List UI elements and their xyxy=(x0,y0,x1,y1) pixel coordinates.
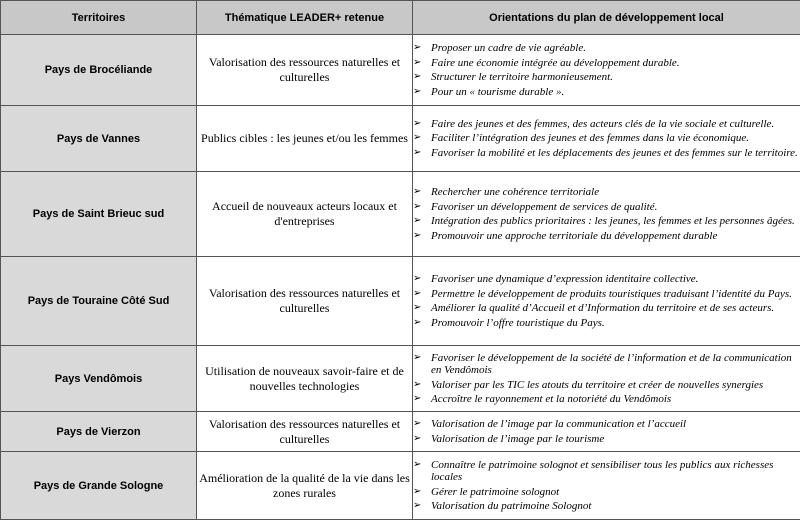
table-row xyxy=(1,452,800,520)
orientation-text: Favoriser le développement de la société de l’information et de la communication en Vendômois xyxy=(431,352,792,377)
table-row xyxy=(1,35,800,106)
orientation-text: Permettre le développement de produits touristiques traduisant l’identité du Pays. xyxy=(431,288,792,300)
orientation-item xyxy=(413,42,800,55)
orientation-item xyxy=(413,418,800,431)
arrow-bullet-icon: ➢ xyxy=(413,201,421,214)
orientation-item xyxy=(413,71,800,84)
arrow-bullet-icon: ➢ xyxy=(413,132,421,145)
table-body xyxy=(1,35,800,520)
arrow-bullet-icon: ➢ xyxy=(413,317,421,330)
arrow-bullet-icon: ➢ xyxy=(413,500,421,513)
territory-cell: Pays Vendômois xyxy=(1,346,197,412)
orientation-item xyxy=(413,215,800,228)
orientation-text: Pour un « tourisme durable ». xyxy=(431,86,564,98)
orientations-cell xyxy=(413,452,800,520)
orientation-text: Améliorer la qualité d’Accueil et d’Information du territoire et de ses acteurs. xyxy=(431,302,774,314)
orientations-cell xyxy=(413,35,800,106)
arrow-bullet-icon: ➢ xyxy=(413,273,421,286)
orientation-text: Favoriser la mobilité et les déplacements des jeunes et des femmes sur le territoire. xyxy=(431,147,798,159)
orientation-item xyxy=(413,273,800,286)
arrow-bullet-icon: ➢ xyxy=(413,186,421,199)
arrow-bullet-icon: ➢ xyxy=(413,42,421,55)
orientation-text: Rechercher une cohérence territoriale xyxy=(431,186,599,198)
header-territoires: Territoires xyxy=(1,1,197,35)
arrow-bullet-icon: ➢ xyxy=(413,57,421,70)
territory-cell: Pays de Vierzon xyxy=(1,412,197,452)
orientation-text: Valorisation de l’image par le tourisme xyxy=(431,433,604,445)
theme-cell: Amélioration de la qualité de la vie dans les zones rurales xyxy=(197,452,413,520)
orientation-text: Structurer le territoire harmonieusement. xyxy=(431,71,613,83)
orientations-cell xyxy=(413,346,800,412)
arrow-bullet-icon: ➢ xyxy=(413,86,421,99)
orientation-list xyxy=(413,186,800,242)
theme-cell: Valorisation des ressources naturelles et culturelles xyxy=(197,35,413,106)
arrow-bullet-icon: ➢ xyxy=(413,118,421,131)
territory-cell: Pays de Touraine Côté Sud xyxy=(1,257,197,346)
orientation-text: Connaître le patrimoine solognot et sensibiliser tous les publics aux richesses locales xyxy=(431,459,773,484)
table-row xyxy=(1,106,800,172)
territory-cell: Pays de Saint Brieuc sud xyxy=(1,172,197,257)
orientation-item xyxy=(413,147,800,160)
theme-cell: Valorisation des ressources naturelles et culturelles xyxy=(197,412,413,452)
orientations-cell xyxy=(413,106,800,172)
orientation-text: Gérer le patrimoine solognot xyxy=(431,486,559,498)
arrow-bullet-icon: ➢ xyxy=(413,459,421,472)
orientation-item xyxy=(413,317,800,330)
arrow-bullet-icon: ➢ xyxy=(413,393,421,406)
orientation-text: Favoriser un développement de services de qualité. xyxy=(431,201,657,213)
orientation-text: Faire une économie intégrée au développement durable. xyxy=(431,57,680,69)
arrow-bullet-icon: ➢ xyxy=(413,215,421,228)
orientation-item xyxy=(413,288,800,301)
arrow-bullet-icon: ➢ xyxy=(413,352,421,365)
arrow-bullet-icon: ➢ xyxy=(413,71,421,84)
arrow-bullet-icon: ➢ xyxy=(413,418,421,431)
theme-cell: Accueil de nouveaux acteurs locaux et d'entreprises xyxy=(197,172,413,257)
table-row xyxy=(1,412,800,452)
arrow-bullet-icon: ➢ xyxy=(413,288,421,301)
arrow-bullet-icon: ➢ xyxy=(413,302,421,315)
theme-cell: Utilisation de nouveaux savoir-faire et de nouvelles technologies xyxy=(197,346,413,412)
orientation-item xyxy=(413,393,800,406)
orientation-list xyxy=(413,273,800,329)
orientation-list xyxy=(413,459,800,513)
theme-cell: Publics cibles : les jeunes et/ou les femmes xyxy=(197,106,413,172)
header-row xyxy=(1,1,800,35)
orientation-text: Accroître le rayonnement et la notoriété du Vendômois xyxy=(431,393,671,405)
orientation-item xyxy=(413,118,800,131)
table-row xyxy=(1,346,800,412)
arrow-bullet-icon: ➢ xyxy=(413,433,421,446)
orientations-cell xyxy=(413,172,800,257)
orientation-list xyxy=(413,118,800,160)
orientation-text: Valorisation de l’image par la communication et l’accueil xyxy=(431,418,686,430)
orientation-text: Intégration des publics prioritaires : les jeunes, les femmes et les personnes âgées. xyxy=(431,215,795,227)
orientation-item xyxy=(413,201,800,214)
table-row xyxy=(1,172,800,257)
orientation-list xyxy=(413,418,800,445)
territory-cell: Pays de Vannes xyxy=(1,106,197,172)
orientation-text: Faciliter l’intégration des jeunes et des femmes dans la vie économique. xyxy=(431,132,749,144)
orientation-item xyxy=(413,459,800,484)
arrow-bullet-icon: ➢ xyxy=(413,486,421,499)
header-orientations: Orientations du plan de développement local xyxy=(413,1,800,35)
orientation-item xyxy=(413,132,800,145)
orientation-text: Valorisation du patrimoine Solognot xyxy=(431,500,591,512)
arrow-bullet-icon: ➢ xyxy=(413,379,421,392)
orientation-list xyxy=(413,42,800,98)
orientation-item xyxy=(413,186,800,199)
orientation-text: Promouvoir l’offre touristique du Pays. xyxy=(431,317,605,329)
orientation-text: Faire des jeunes et des femmes, des acteurs clés de la vie sociale et culturelle. xyxy=(431,118,774,130)
territory-cell: Pays de Brocéliande xyxy=(1,35,197,106)
orientation-item xyxy=(413,57,800,70)
arrow-bullet-icon: ➢ xyxy=(413,230,421,243)
orientation-item xyxy=(413,379,800,392)
orientation-list xyxy=(413,352,800,406)
orientation-text: Promouvoir une approche territoriale du développement durable xyxy=(431,230,717,242)
orientation-item xyxy=(413,486,800,499)
orientation-item xyxy=(413,302,800,315)
theme-cell: Valorisation des ressources naturelles et culturelles xyxy=(197,257,413,346)
orientations-cell xyxy=(413,412,800,452)
orientation-item xyxy=(413,433,800,446)
header-thematique: Thématique LEADER+ retenue xyxy=(197,1,413,35)
table-row xyxy=(1,257,800,346)
orientation-text: Valoriser par les TIC les atouts du territoire et créer de nouvelles synergies xyxy=(431,379,763,391)
orientation-text: Favoriser une dynamique d’expression identitaire collective. xyxy=(431,273,698,285)
orientation-text: Proposer un cadre de vie agréable. xyxy=(431,42,586,54)
orientation-item xyxy=(413,86,800,99)
orientation-item xyxy=(413,500,800,513)
territory-cell: Pays de Grande Sologne xyxy=(1,452,197,520)
orientation-item xyxy=(413,230,800,243)
orientation-item xyxy=(413,352,800,377)
arrow-bullet-icon: ➢ xyxy=(413,147,421,160)
orientations-cell xyxy=(413,257,800,346)
